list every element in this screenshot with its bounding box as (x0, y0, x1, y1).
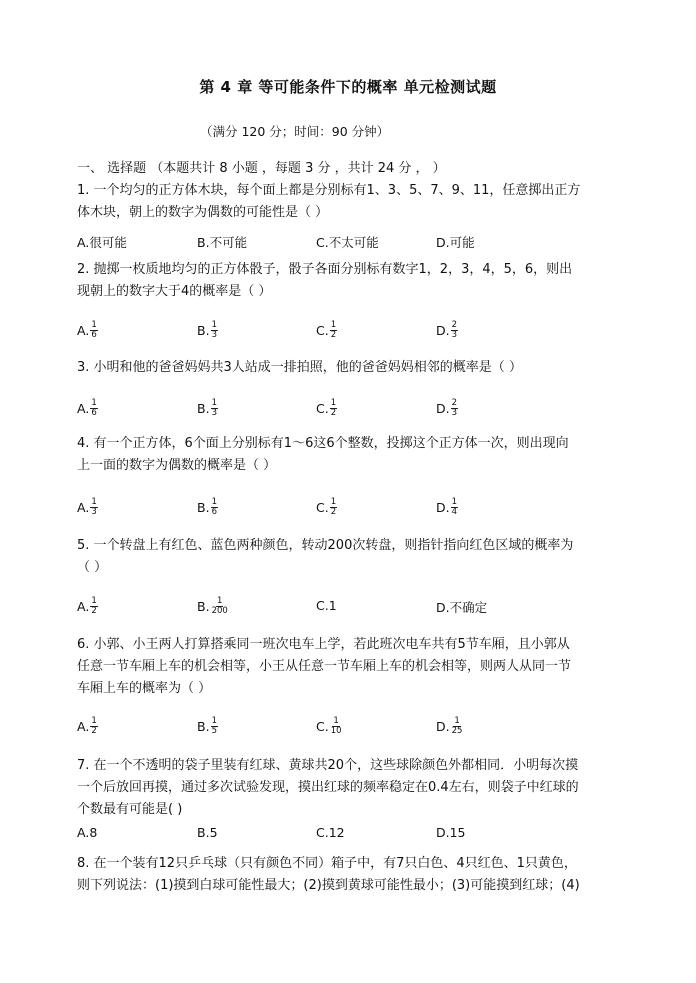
question-5-option-a (77, 598, 98, 617)
fraction (211, 717, 218, 736)
section-heading: 一、 选择题 （本题共计 8 小题 ，每题 3 分 ，共计 24 分 ， ） (77, 161, 446, 176)
fraction-numerator: 1 (330, 497, 337, 507)
question-7-option-c (316, 825, 345, 840)
fraction-numerator: 1 (211, 497, 217, 507)
question-6-option-b (197, 718, 218, 737)
fraction (330, 321, 337, 340)
fraction-denominator: 2 (91, 726, 97, 736)
fraction-numerator: 1 (211, 320, 217, 330)
question-1-option-a (77, 233, 127, 251)
fraction-numerator: 1 (330, 320, 337, 330)
fraction-numerator: 2 (451, 398, 458, 408)
fraction-denominator: 25 (451, 726, 463, 736)
question-3-option-b (197, 400, 218, 419)
question-6-text-line: 任意一节车厢上车的机会相等，小王从任意一节车厢上车的机会相等，则两人从同一节 (77, 659, 572, 674)
question-6-option-d (436, 718, 463, 737)
option-letter: B. (197, 500, 210, 515)
fraction (330, 399, 337, 418)
option-letter: B. (197, 323, 210, 338)
option-letter: D. (436, 323, 450, 338)
option-text: 不可能 (209, 235, 248, 250)
fraction-numerator: 1 (91, 320, 97, 330)
option-text: 5 (209, 825, 218, 840)
question-8-text-line: 8. 在一个装有12只乒乓球（只有颜色不同）箱子中，有7只白色、4只红色、1只黄色， (77, 856, 577, 871)
question-6-option-c (316, 718, 343, 737)
fraction (451, 399, 458, 418)
option-letter: D. (436, 825, 450, 840)
fraction-numerator: 2 (451, 320, 458, 330)
question-7-text-line: 7. 在一个不透明的袋子里装有红球、黄球共20个，这些球除颜色外都相同．小明每次摸 (77, 758, 579, 773)
option-letter: A. (77, 825, 90, 840)
fraction-numerator: 1 (91, 497, 97, 507)
option-text: 不太可能 (328, 235, 379, 250)
fraction (451, 717, 464, 736)
question-1-option-d (436, 233, 475, 251)
fraction-denominator: 2 (91, 606, 97, 616)
fraction-numerator: 1 (211, 398, 217, 408)
fraction-denominator: 6 (211, 507, 217, 517)
fraction (90, 399, 97, 418)
option-letter: C. (316, 825, 329, 840)
question-4-option-c (316, 499, 337, 518)
option-text: 很可能 (89, 235, 127, 250)
option-letter: A. (77, 719, 90, 734)
fraction-denominator: 5 (211, 726, 217, 736)
fraction (211, 321, 218, 340)
question-5-option-d (436, 598, 487, 616)
fraction-denominator: 3 (451, 330, 458, 340)
fraction-denominator: 2 (330, 507, 337, 517)
fraction-denominator: 2 (330, 330, 337, 340)
option-text: 1 (328, 598, 337, 613)
fraction-numerator: 1 (330, 398, 337, 408)
fraction (330, 717, 343, 736)
option-letter: D. (436, 719, 450, 734)
question-4-option-d (436, 499, 458, 518)
option-letter: A. (77, 401, 90, 416)
question-7-text-line: 个数最有可能是( ) (77, 802, 183, 817)
question-3-option-a (77, 400, 98, 419)
option-letter: C. (316, 500, 329, 515)
fraction-denominator: 3 (211, 330, 217, 340)
question-4-text-line: 上一面的数字为偶数的概率是（ ） (77, 458, 277, 473)
question-8-text-line: 则下列说法：(1)摸到白球可能性最大；(2)摸到黄球可能性最小；(3)可能摸到红球；(4) (77, 878, 580, 893)
fraction (211, 399, 218, 418)
exam-info: （满分 120 分；时间：90 分钟） (200, 124, 390, 139)
fraction-numerator: 1 (91, 716, 97, 726)
option-letter: B. (197, 401, 210, 416)
option-letter: B. (197, 719, 210, 734)
question-1-option-c (316, 233, 379, 251)
option-text: 12 (328, 825, 345, 840)
option-letter: C. (316, 598, 329, 613)
option-letter: C. (316, 323, 329, 338)
question-4-option-b (197, 499, 218, 518)
question-5-text-line: （ ） (77, 560, 108, 575)
fraction-numerator: 1 (216, 596, 223, 606)
fraction (90, 498, 97, 517)
question-3-text-line: 3. 小明和他的爸爸妈妈共3人站成一排拍照，他的爸爸妈妈相邻的概率是（ ） (77, 360, 522, 375)
fraction-denominator: 10 (330, 726, 342, 736)
question-2-option-d (436, 322, 458, 341)
option-letter: D. (436, 235, 450, 250)
option-letter: A. (77, 235, 90, 250)
fraction-denominator: 3 (91, 507, 97, 517)
option-letter: C. (316, 401, 329, 416)
fraction-denominator: 4 (451, 507, 458, 517)
question-6-option-a (77, 718, 98, 737)
option-text: 可能 (449, 235, 475, 250)
question-5-option-b (197, 598, 229, 617)
fraction (211, 597, 229, 616)
question-5-text-line: 5. 一个转盘上有红色、蓝色两种颜色，转动200次转盘，则指针指向红色区域的概率为 (77, 538, 574, 553)
fraction-numerator: 1 (454, 716, 460, 726)
question-3-option-c (316, 400, 337, 419)
fraction (90, 321, 97, 340)
question-7-option-a (77, 825, 97, 840)
option-letter: B. (197, 825, 210, 840)
fraction-numerator: 1 (91, 596, 97, 606)
option-letter: D. (436, 600, 450, 615)
question-7-option-d (436, 825, 466, 840)
question-2-option-a (77, 322, 98, 341)
fraction (211, 498, 218, 517)
fraction-numerator: 1 (451, 497, 458, 507)
option-text: 8 (89, 825, 98, 840)
question-2-option-b (197, 322, 218, 341)
fraction-denominator: 6 (91, 330, 97, 340)
question-6-text-line: 6. 小郭、小王两人打算搭乘同一班次电车上学，若此班次电车共有5节车厢，且小郭从 (77, 637, 570, 652)
option-letter: D. (436, 500, 450, 515)
fraction-denominator: 3 (211, 408, 217, 418)
page-title: 第 4 章 等可能条件下的概率 单元检测试题 (199, 78, 497, 96)
fraction-numerator: 1 (211, 716, 217, 726)
fraction-denominator: 6 (91, 408, 97, 418)
fraction (451, 498, 458, 517)
option-letter: A. (77, 599, 90, 614)
fraction-denominator: 3 (451, 408, 458, 418)
option-text: 不确定 (449, 600, 488, 615)
option-letter: C. (316, 719, 329, 734)
fraction (451, 321, 458, 340)
question-3-option-d (436, 400, 458, 419)
fraction (330, 498, 337, 517)
question-7-option-b (197, 825, 218, 840)
option-letter: A. (77, 323, 90, 338)
option-letter: D. (436, 401, 450, 416)
fraction-numerator: 1 (333, 716, 339, 726)
fraction (90, 717, 97, 736)
question-4-option-a (77, 499, 98, 518)
option-letter: A. (77, 500, 90, 515)
option-text: 15 (449, 825, 466, 840)
question-2-text-line: 2. 抛掷一枚质地均匀的正方体骰子，骰子各面分别标有数字1，2，3，4，5，6，则出 (77, 262, 573, 277)
question-7-text-line: 一个后放回再摸，通过多次试验发现，摸出红球的频率稳定在0.4左右，则袋子中红球的 (77, 780, 579, 795)
question-1-option-b (197, 233, 247, 251)
question-2-option-c (316, 322, 337, 341)
option-letter: B. (197, 599, 210, 614)
fraction-denominator: 200 (211, 606, 228, 616)
option-letter: B. (197, 235, 210, 250)
fraction-denominator: 2 (330, 408, 337, 418)
fraction (90, 597, 97, 616)
question-1-text-line: 1. 一个均匀的正方体木块，每个面上都是分别标有1、3、5、7、9、11，任意掷出正方 (77, 183, 581, 198)
question-2-text-line: 现朝上的数字大于4的概率是（ ） (77, 284, 272, 299)
question-1-text-line: 体木块，朝上的数字为偶数的可能性是（ ） (77, 205, 329, 220)
question-6-text-line: 车厢上车的概率为（ ） (77, 681, 212, 696)
option-letter: C. (316, 235, 329, 250)
question-4-text-line: 4. 有一个正方体，6个面上分别标有1～6这6个整数，投掷这个正方体一次，则出现向 (77, 436, 569, 451)
question-5-option-c (316, 598, 337, 613)
fraction-numerator: 1 (91, 398, 97, 408)
